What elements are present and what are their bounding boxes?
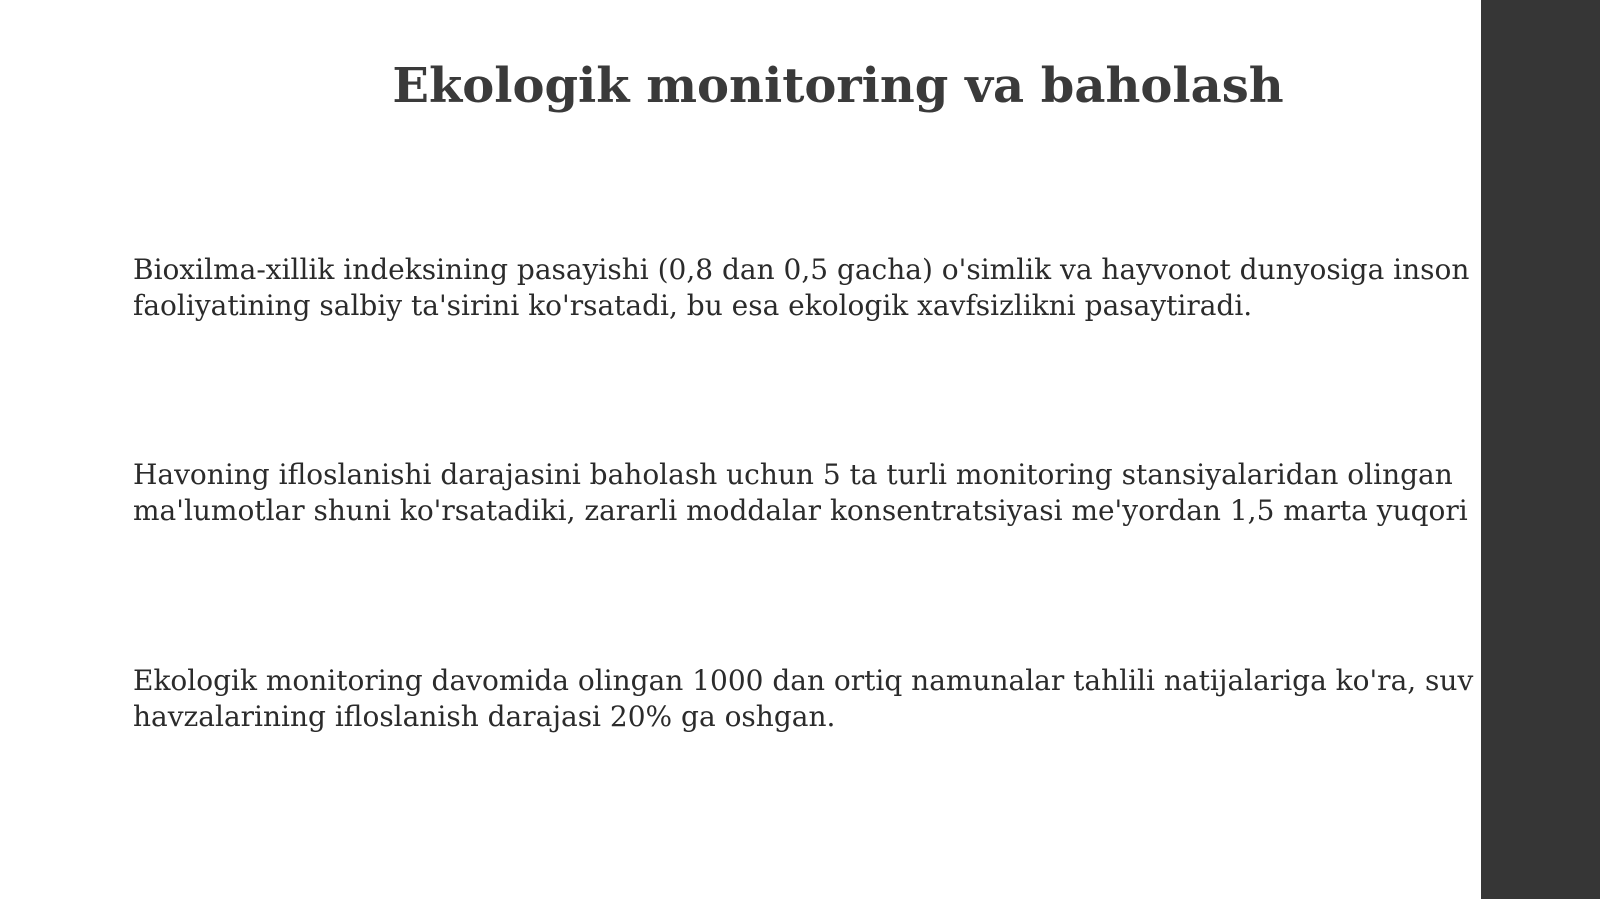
side-panel	[1481, 0, 1600, 899]
paragraph-line: ma'lumotlar shuni ko'rsatadiki, zararli moddalar konsentratsiyasi me'yordan 1,5 marta yuqori	[133, 494, 1468, 527]
paragraph-line: Ekologik monitoring davomida olingan 1000 dan ortiq namunalar tahlili natijalariga ko'ra, suv	[133, 664, 1474, 697]
slide-title: Ekologik monitoring va baholash	[392, 58, 1284, 114]
paragraph-water-pollution	[133, 663, 1473, 735]
paragraph-air-pollution	[133, 457, 1468, 529]
paragraph-line: havzalarining ifloslanish darajasi 20% ga oshgan.	[133, 700, 836, 733]
paragraph-biodiversity	[133, 252, 1469, 324]
paragraph-line: faoliyatining salbiy ta'sirini ko'rsatadi, bu esa ekologik xavfsizlikni pasaytiradi.	[133, 289, 1253, 322]
paragraph-line: Bioxilma-xillik indeksining pasayishi (0,8 dan 0,5 gacha) o'simlik va hayvonot dunyosiga inson	[133, 253, 1470, 286]
paragraph-line: Havoning ifloslanishi darajasini baholash uchun 5 ta turli monitoring stansiyalaridan olingan	[133, 458, 1453, 491]
